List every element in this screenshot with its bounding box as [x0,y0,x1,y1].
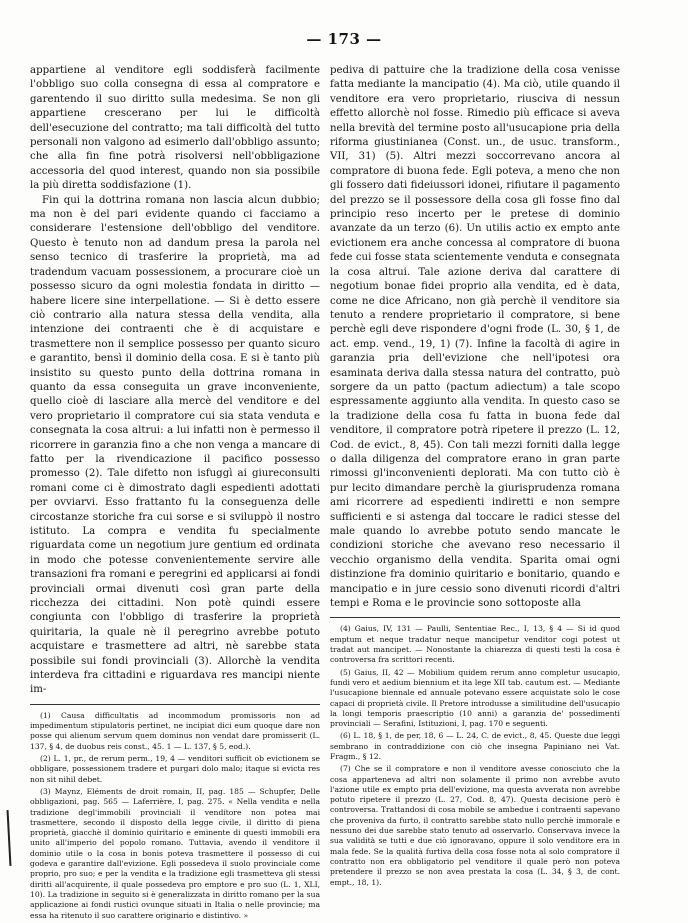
right-column [330,64,620,890]
paragraph: Fin qui la dottrina romana non lascia alcun dubbio; ma non è del pari evidente quando ci facciamo a considerare l'estensione dell'obbligo del venditore. Questo è tenuto non ad dandum presa la parola nel senso tecnico di trasferire la proprietà, ma ad tradendum vacuam possessionem, a procurare cioè un possesso sicuro da ogni molestia fondata in diritto — habere licere sine interpellatione. — Si è detto essere ciò contrario alla natura stessa della vendita, alla intenzione dei contraenti che è di acquistare e trasmettere non il semplice possesso per quanto sicuro e garantito, bensì il dominio della cosa. E si è tanto più insistito su questo punto della dottrina romana in quanto da essa conseguita un grave inconveniente, quello cioè di lasciare alla mercè del venditore e del vero proprietario il compratore cui sia stata venduta e consegnata la cosa altrui: a lui infatti non è permesso il ricorrere in garanzia fino a che non venga a mancare di fatto per la rivendicazione il pacifico possesso promesso (2). Tale difetto non isfuggì ai giureconsulti romani come ci è dimostrato dagli espedienti adottati per ovviarvi. Esso frattanto fu la conseguenza delle circostanze storiche fra cui sorse e si sviluppò il nostro istituto. La compra e vendita fu specialmente riguardata come un negotium jure gentium ed ordinata in modo che potesse convenientemente servire alle transazioni fra romani e peregrini ed applicarsi ai fondi provinciali ormai divenuti così gran parte della ricchezza dei cittadini. Non potè quindi essere congiunta con l'obbligo di trasferire la proprietà quiritaria, la quale nè il peregrino avrebbe potuto acquistare e trasmettere ad altri, nè sarebbe stata possibile sui fondi provinciali (3). Allorchè la vendita interdeva fra cittadini e riguardava res mancipi niente im- [30,194,320,696]
left-footnotes [30,711,320,921]
margin-pen-mark [7,810,12,866]
footnote-divider [330,617,620,618]
page-number: — 173 — [306,30,382,48]
footnote: (5) Gaius, II, 42 — Mobilium quidem rerum anno completur usucapio, fundi vero et aedium biennium et ita lege XII tab. cautum est. — Mediante l'usucapione biennale ed annuale potevano essere acquistate solo le cose capaci di proprietà civile. Il Pretore introdusse a similitudine dell'usucapio la longi temporis praescriptio (10 anni) a garanzia de' possedimenti provinciali — Serafini, Istituzioni, I, pag. 170 e seguenti. [330,667,620,729]
paragraph: pediva di pattuire che la tradizione della cosa venisse fatta mediante la mancipatio (4). Ma ciò, utile quando il venditore era vero proprietario, riusciva di nessun effetto allorchè nol fosse. Rimedio più efficace si aveva nella brevità del termine posto all'usucapione pria della riforma giustinianea (Const. un., de usuc. transform., VII, 31) (5). Altri mezzi soccorrevano ancora al compratore di buona fede. Egli poteva, a meno che non gli fossero dati fideiussori idonei, rifiutare il pagamento del prezzo se il possessore della cosa gli fosse fino dal principio reso incerto per le pretese di dominio avanzate da un terzo (6). Un utilis actio ex empto ante evictionem era anche concessa al compratore di buona fede cui fosse stata scientemente venduta e consegnata la cosa altrui. Tale azione deriva dal carattere di negotium bonae fidei proprio alla vendita, ed è data, come ne dice Africano, non già perchè il venditore sia tenuto a rendere proprietario il compratore, si bene perchè egli deve rispondere d'ogni frode (L. 30, § 1, de act. emp. vend., 19, 1) (7). Infine la facoltà di agire in garanzia pria dell'evizione che nell'ipotesi ora esaminata deriva dalla stessa natura del contratto, può sorgere da un patto (pactum adiectum) a tale scopo espressamente aggiunto alla vendita. In questo caso se la tradizione della cosa fu fatta in buona fede dal venditore, il compratore potrà ripetere il prezzo (L. 12, Cod. de evict., 8, 45). Con tali mezzi forniti dalla legge o dalla diligenza del compratore erano in gran parte rimossi gl'inconvenienti deplorati. Ma con tutto ciò è pur lecito dimandare perchè la giurisprudenza romana ami ricorrere ad espedienti indiretti e non sempre sufficienti e si astenga dal toccare le radici stesse del male quando lo avrebbe potuto sendo mancate le condizioni storiche che avevano reso necessario il vecchio organismo della vendita. Sparita omai ogni distinzione fra dominio quiritario e bonitario, quando e mancipatio e in jure cessio sono divenuti ricordi d'altri tempi e Roma e le provincie sono sottoposte alla [330,65,620,610]
footnote: (7) Che se il compratore e non il venditore avesse conosciuto che la cosa apparteneva ad altri non solamente il primo non avrebbe avuto l'azione utile ex empto pria dell'evizione, ma questa avverata non avrebbe potuto ripetere il prezzo (L. 27, Cod. 8, 47). Questa decisione però è controversa. Trattandosi di cosa mobile se ambedue i contraenti sapevano che proveniva da furto, il contratto sarebbe stato nullo perchè immorale e nessuno dei due sarebbe stato tenuto ad osservarlo. Conservava invece la sua validità se tutti e due ciò ignoravano, oppure il solo venditore era in mala fede. Se la qualità furtiva della cosa fosse nota al solo compratore il contratto non era obbligatorio pel venditore il quale però non poteva pretendere il prezzo se non avea prestata la cosa (L. 34, § 3, de cont. empt., 18, 1). [330,764,620,887]
footnote: (3) Maynz, Eléments de droit romain, II, pag. 185 — Schupfer, Delle obbligazioni, pag. 565 — Laferrière, I, pag. 275. « Nella vendita e nella tradizione degl'immobili provinciali il venditore non potea mai trasmettere, secondo il disposto della legge civile, il diritto di piena proprietà, giacchè il dominio quiritario e eminente di questi immobili era unito all'imperio del popolo romano. Tuttavia, avendo il venditore il dominio utile o la cosa in bonis poteva trasmettere il possesso di cui godeva e garantire dall'evizione. Egli possedeva il suolo provinciale come proprio, pro suo; e per la vendita e la tradizione egli trasmetteva gli stessi diritti all'acquirente, il quale possedeva pro emptore e pro suo (L. 1, XLI, 10). La tradizione in seguito si è generalizzata in diritto romano per la sua applicazione ai fondi rustici ovunque situati in Italia o nelle provincie; ma essa ha ritenuto il suo carattere originario e distintivo. » [30,786,320,920]
footnote-divider [30,704,320,705]
footnote: (2) L. 1, pr., de rerum perm., 19, 4 — venditori sufficit ob evictionem se obbligare, possessionem tradere et purgari dolo malo; itaque si evicta res non sit nihil debet. [30,754,320,784]
paragraph: appartiene al venditore egli soddisferà facilmente l'obbligo suo colla consegna di essa al compratore e garentendo il suo diritto sulla medesima. Se non gli appartiene crescerano per lui le difficoltà dell'esecuzione del contratto; ma tali difficoltà del tutto personali non valgono ad esimerlo dall'obbligo assunto; che alla fin fine potrà risolversi nell'obbligazione accessoria del quod interest, quando non sia possibile la più diretta soddisfazione (1). [30,65,320,192]
right-footnotes [330,624,620,887]
left-main-text [30,64,320,698]
footnote: (4) Gaius, IV, 131 — Paulli, Sententiae Rec., I, 13, § 4 — Si id quod emptum et neque tradatur neque mancipetur venditor cogi potest ut tradat aut mancipet. — Nonostante la chiarezza di questi testi la cosa è controversa fra scrittori recenti. [330,624,620,665]
footnote: (6) L. 18, § 1, de per, 18, 6 — L. 24, C. de evict., 8, 45. Queste due leggi sembrano in contraddizione con ciò che insegna Papiniano nei Vat. Fragm., § 12. [330,731,620,761]
footnote: (1) Causa difficultatis ad incommodum promissoris non ad impedimentum stipulatoris pertinet, ne incipiat dici eum quoque dare non posse qui alienum servum quem dominus non vendat dare promisserit (L. 137, § 4, de duobus reis const., 45. 1 — L. 137, § 5, eod.). [30,710,320,751]
right-main-text [330,64,620,611]
left-column [30,64,320,923]
